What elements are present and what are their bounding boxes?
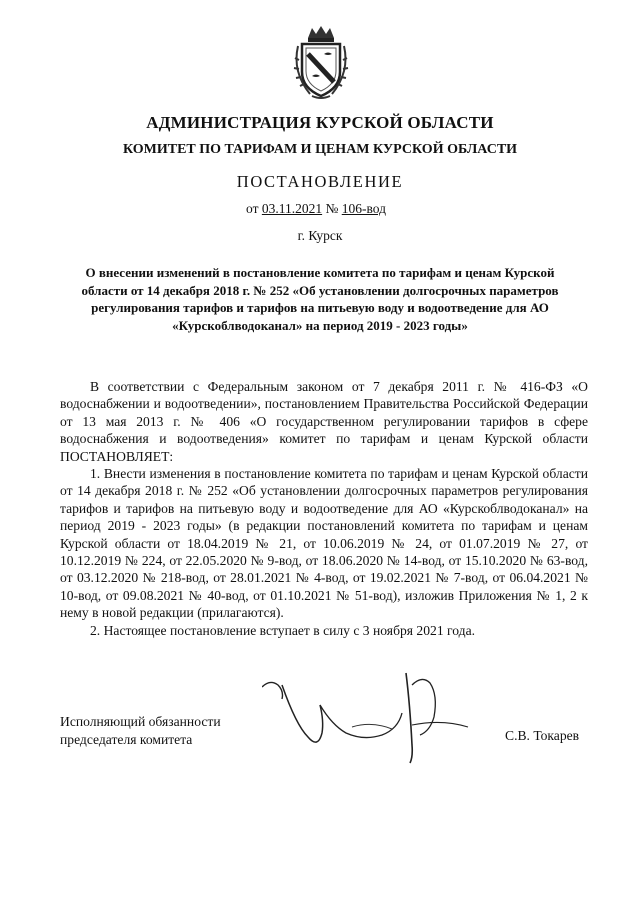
date-number-line — [246, 201, 386, 217]
handwritten-signature-icon — [262, 665, 472, 765]
item-1-paragraph: 1. Внести изменения в постановление комитета по тарифам и ценам Курской области от 14 декабря 2018 г. № 252 «Об установлении долгосрочных параметров регулирования тарифов и тарифов на питьевую воду и водоотведение для АО «Курскоблводоканал» на период 2019 - 2023 годы» (в редакции постановлений комитета по тарифам и ценам Курской области от 18.04.2019 № 21, от 10.06.2019 № 24, от 01.07.2019 № 27, от 10.12.2019 № 224, от 22.05.2020 № 9-вод, от 18.06.2020 № 14-вод, от 15.10.2020 № 63-вод, от 03.12.2020 № 218-вод, от 28.01.2021 № 4-вод, от 19.02.2021 № 7-вод, от 06.04.2021 № 10-вод, от 09.08.2021 № 40-вод, от 01.10.2021 № 51-вод), изложив Приложения № 1, 2 к нему в новой редакции (прилагаются). — [60, 466, 588, 621]
administration-title: АДМИНИСТРАЦИЯ КУРСКОЙ ОБЛАСТИ — [146, 113, 494, 132]
committee-title: КОМИТЕТ ПО ТАРИФАМ И ЦЕНАМ КУРСКОЙ ОБЛАСТИ — [122, 142, 518, 157]
number-prefix: № — [325, 201, 339, 216]
position-line-2: председателя комитета — [60, 732, 193, 747]
signatory-position — [60, 713, 221, 749]
city: г. Курск — [297, 228, 343, 243]
signatory-name: С.В. Токарев — [505, 728, 580, 743]
document-subject: О внесении изменений в постановление комитета по тарифам и ценам Курской области от 14 декабря 2018 г. № 252 «Об установлении долгосрочных параметров регулирования тарифов и тарифов на питьевую воду и водоотведение для АО «Курскоблводоканал» на период 2019 - 2023 годы» — [81, 265, 559, 333]
document-body — [60, 378, 588, 639]
preamble-paragraph: В соответствии с Федеральным законом от 7 декабря 2011 г. № 416-ФЗ «О водоснабжении и водоотведении», постановлением Правительства Российской Федерации от 13 мая 2013 г. № 406 «О государственном регулировании тарифов в сфере водоснабжения и водоотведения» комитет по тарифам и ценам Курской области ПОСТАНОВЛЯЕТ: — [60, 379, 588, 464]
date-prefix: от — [246, 201, 259, 216]
document-date: 03.11.2021 — [261, 201, 323, 216]
document-number: 106-вод — [341, 201, 387, 216]
position-line-1: Исполняющий обязанности — [60, 714, 221, 729]
item-2-paragraph: 2. Настоящее постановление вступает в силу с 3 ноября 2021 года. — [90, 622, 476, 638]
document-type: ПОСТАНОВЛЕНИЕ — [236, 172, 404, 191]
coat-of-arms-icon — [290, 24, 352, 100]
